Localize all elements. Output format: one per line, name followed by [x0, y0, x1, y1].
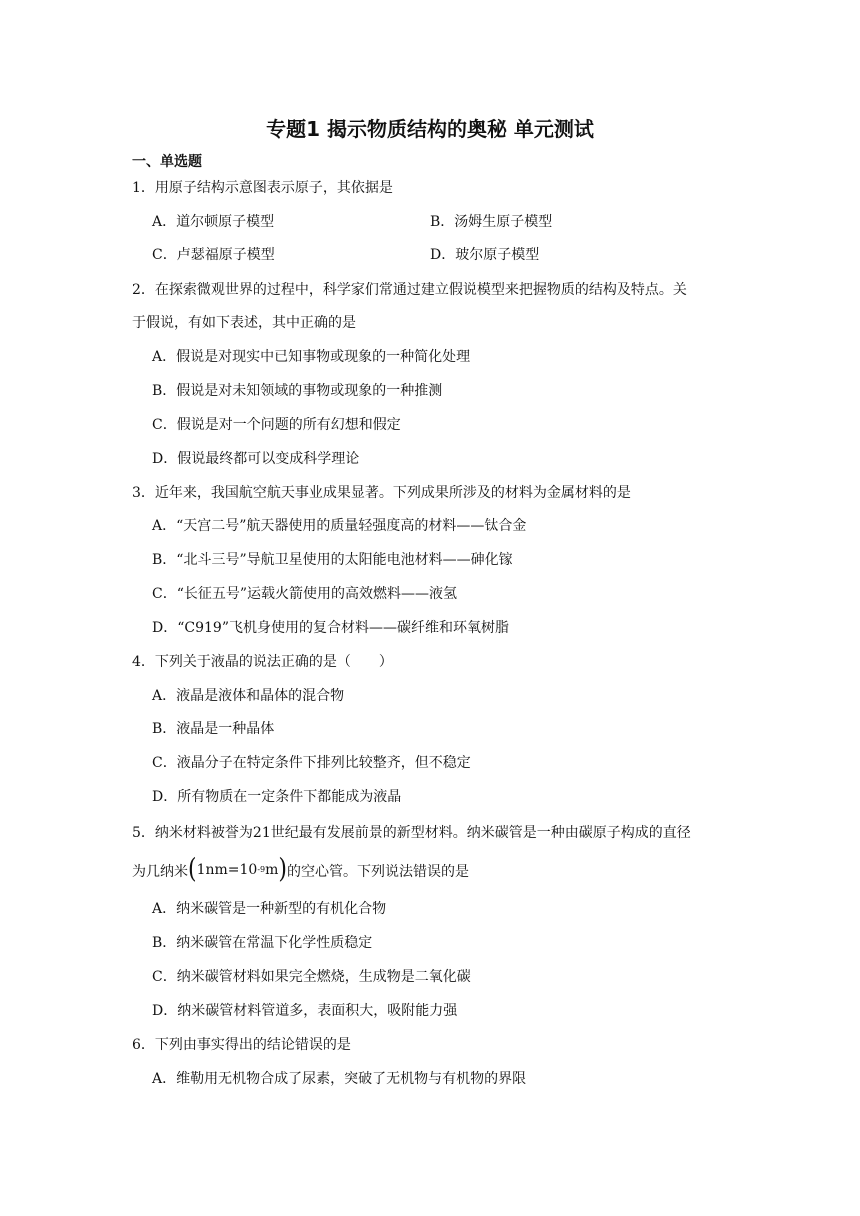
- question-1-option-a: A．道尔顿原子模型: [152, 214, 275, 230]
- question-4-option-a: A．液晶是液体和晶体的混合物: [152, 688, 345, 704]
- question-5-option-d: D．纳米碳管材料管道多，表面积大，吸附能力强: [152, 1003, 458, 1019]
- left-paren-glyph: (: [188, 853, 197, 885]
- question-1-option-c: C．卢瑟福原子模型: [152, 247, 275, 263]
- formula-exponent: -9: [257, 865, 266, 874]
- question-5-stem-pre: 为几纳米: [132, 864, 188, 880]
- question-2-stem-line-2: 于假说，有如下表述，其中正确的是: [132, 315, 356, 331]
- formula-unit: m: [265, 862, 279, 878]
- question-3-option-d: D．“C919”飞机身使用的复合材料——碳纤维和环氧树脂: [152, 620, 509, 636]
- document-title: 专题1 揭示物质结构的奥秘 单元测试: [266, 117, 594, 141]
- question-1-stem: 1．用原子结构示意图表示原子，其依据是: [132, 180, 393, 196]
- nanometer-formula: [188, 853, 288, 885]
- question-5-option-c: C．纳米碳管材料如果完全燃烧，生成物是二氧化碳: [152, 969, 471, 985]
- question-3-option-b: B．“北斗三号”导航卫星使用的太阳能电池材料——砷化镓: [152, 552, 513, 568]
- section-heading: 一、单选题: [132, 154, 202, 170]
- question-5-option-b: B．纳米碳管在常温下化学性质稳定: [152, 935, 373, 951]
- question-3-option-c: C．“长征五号”运载火箭使用的高效燃料——液氢: [152, 586, 458, 602]
- formula-base: 1nm=10: [196, 862, 258, 878]
- question-5-stem-line-1: 5．纳米材料被誉为21世纪最有发展前景的新型材料。纳米碳管是一种由碳原子构成的直径: [132, 825, 691, 841]
- question-2-option-b: B．假说是对未知领域的事物或现象的一种推测: [152, 383, 443, 399]
- question-2-option-a: A．假说是对现实中已知事物或现象的一种简化处理: [152, 349, 471, 365]
- right-paren-glyph: ): [278, 853, 288, 885]
- question-1-option-d: D．玻尔原子模型: [430, 247, 540, 263]
- question-3-option-a: A．“天宫二号”航天器使用的质量轻强度高的材料——钛合金: [152, 518, 527, 534]
- question-5-option-a: A．纳米碳管是一种新型的有机化合物: [152, 901, 387, 917]
- question-3-stem: 3．近年来，我国航空航天事业成果显著。下列成果所涉及的材料为金属材料的是: [132, 485, 631, 501]
- question-4-option-b: B．液晶是一种晶体: [152, 721, 275, 737]
- question-5-stem-line-2: [132, 853, 470, 885]
- question-2-option-d: D．假说最终都可以变成科学理论: [152, 451, 360, 467]
- question-6-stem: 6．下列由事实得出的结论错误的是: [132, 1037, 351, 1053]
- question-4-stem: 4．下列关于液晶的说法正确的是（ ）: [132, 654, 393, 670]
- question-2-stem-line-1: 2．在探索微观世界的过程中，科学家们常通过建立假说模型来把握物质的结构及特点。关: [132, 282, 687, 298]
- question-4-option-c: C．液晶分子在特定条件下排列比较整齐，但不稳定: [152, 755, 471, 771]
- question-2-option-c: C．假说是对一个问题的所有幻想和假定: [152, 417, 401, 433]
- question-5-stem-post: 的空心管。下列说法错误的是: [287, 864, 470, 880]
- question-4-option-d: D．所有物质在一定条件下都能成为液晶: [152, 789, 402, 805]
- question-6-option-a: A．维勒用无机物合成了尿素，突破了无机物与有机物的界限: [152, 1071, 527, 1087]
- question-1-option-b: B．汤姆生原子模型: [430, 214, 553, 230]
